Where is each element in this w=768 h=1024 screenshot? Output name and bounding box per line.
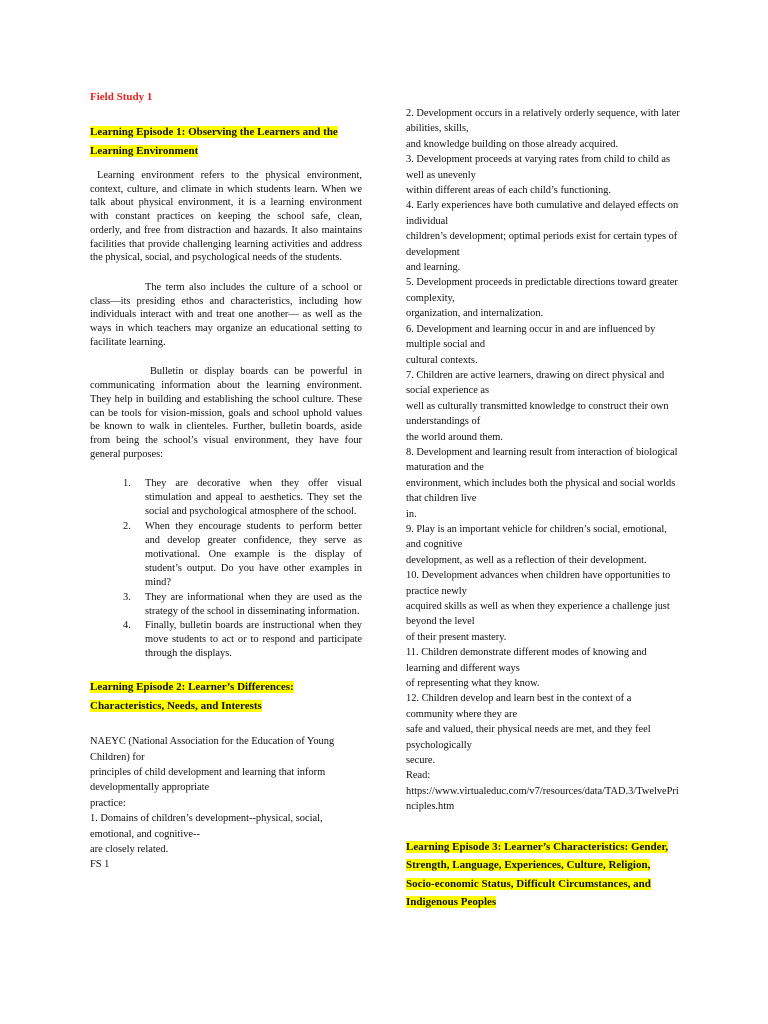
naeyc-principles-right <box>406 106 680 815</box>
text-line: 1. Domains of children’s development--physical, social, emotional, and cognitive-- <box>90 813 323 840</box>
list-item: 4. Finally, bulletin boards are instructional when they move students to act or to respond and participate through the displays. <box>123 620 362 660</box>
text-line: within different areas of each child’s functioning. <box>406 185 611 197</box>
text-line: safe and valued, their physical needs are met, and they feel psychologically <box>406 724 651 751</box>
episode-3-heading: Learning Episode 3: Learner’s Characteristics: Gender, Strength, Language, Experiences, Culture, Religion, Socio-economic Status, Difficult Circumstances, and Indigenous Peoples <box>406 840 669 909</box>
twelve-principles-link[interactable]: https://www.virtualeduc.com/v7/resources/data/TAD.3/TwelvePrinciples.htm <box>406 785 679 813</box>
text-line: are closely related. <box>90 843 169 855</box>
text-line: and learning. <box>406 262 461 274</box>
episode-2-heading: Learning Episode 2: Learner’s Differences: Characteristics, Needs, and Interests <box>90 681 294 712</box>
text-line: in. <box>406 508 417 520</box>
list-item: 1. They are decorative when they offer visual stimulation and appeal to aesthetics. They set the social and psychological atmosphere of the school. <box>123 478 362 518</box>
text-line: the world around them. <box>406 431 503 443</box>
text-line: 8. Development and learning result from interaction of biological maturation and the <box>406 446 678 474</box>
text-line: organization, and internalization. <box>406 308 544 320</box>
text-line: well as culturally transmitted knowledge to construct their own understandings of <box>406 400 669 428</box>
text-line: cultural contexts. <box>406 354 478 366</box>
bulletin-purposes-list <box>90 477 362 661</box>
text-line: NAEYC (National Association for the Education of Young Children) for <box>90 736 335 763</box>
text-line: principles of child development and learning that inform developmentally appropriate <box>90 766 326 794</box>
episode-2-heading-block <box>90 677 362 714</box>
list-item: 2. When they encourage students to perform better and develop greater confidence, they serve as motivational. One example is the display of student’s output. Do you have other examples in mind? <box>123 521 362 588</box>
text-line: 4. Early experiences have both cumulative and delayed effects on individual <box>406 200 679 227</box>
text-line: 10. Development advances when children have opportunities to practice newly <box>406 570 671 597</box>
text-line: practice: <box>90 797 126 809</box>
text-line: 12. Children develop and learn best in the context of a community where they are <box>406 693 632 720</box>
text-line: 5. Development proceeds in predictable directions toward greater complexity, <box>406 277 678 304</box>
text-line: of representing what they know. <box>406 678 540 690</box>
read-label: Read: <box>406 770 431 782</box>
naeyc-principles-left <box>90 734 362 873</box>
left-column <box>90 90 362 873</box>
text-line: of their present mastery. <box>406 631 507 643</box>
text-line: children’s development; optimal periods exist for certain types of development <box>406 231 678 258</box>
episode-3-heading-block <box>406 837 680 911</box>
episode-1-heading-block <box>90 122 362 159</box>
text-line: secure. <box>406 755 436 767</box>
text-line: and knowledge building on those already acquired. <box>406 138 619 150</box>
paragraph-learning-environment: Learning environment refers to the physical environment, context, culture, and climate in which students learn. When we talk about physical environment, it is a learning environment with constant practices on keeping the school safe, clean, orderly, and free from distraction and hazards. It also maintains facilities that provide challenging learning activities and address the physical, social, and psychological needs of the students. <box>90 170 362 264</box>
text-line: 2. Development occurs in a relatively orderly sequence, with later abilities, skills, <box>406 108 680 135</box>
paragraph-school-culture: The term also includes the culture of a school or class—its presiding ethos and characteristics, including how individuals interact with and treat one another— as well as the ways in which teachers may organize an educational setting to facilitate learning. <box>90 281 362 348</box>
field-study-title: Field Study 1 <box>90 91 153 103</box>
text-line: 7. Children are active learners, drawing on direct physical and social experience as <box>406 369 665 397</box>
text-line: development, as well as a reflection of their development. <box>406 554 647 566</box>
text-line: 6. Development and learning occur in and are influenced by multiple social and <box>406 323 656 351</box>
text-line: environment, which includes both the physical and social worlds that children live <box>406 477 676 505</box>
text-line: 3. Development proceeds at varying rates from child to child as well as unevenly <box>406 154 671 181</box>
text-line: acquired skills as well as when they experience a challenge just beyond the level <box>406 601 670 628</box>
text-line: 9. Play is an important vehicle for children’s social, emotional, and cognitive <box>406 523 667 551</box>
list-item: 3. They are informational when they are used as the strategy of the school in disseminating information. <box>123 591 362 617</box>
text-line: 11. Children demonstrate different modes of knowing and learning and different ways <box>406 647 647 674</box>
paragraph-bulletin-boards: Bulletin or display boards can be powerful in communicating information about the learning environment. They help in building and establishing the school culture. These can be tools for vision-mission, goals and school uphold values be known to walk in clienteles. Further, bulletin boards, aside from being the school’s visual environment, they have four general purposes: <box>90 366 362 460</box>
page-footer-label: FS 1 <box>90 859 110 871</box>
right-column <box>406 106 680 911</box>
episode-1-heading: Learning Episode 1: Observing the Learners and the Learning Environment <box>90 126 338 157</box>
